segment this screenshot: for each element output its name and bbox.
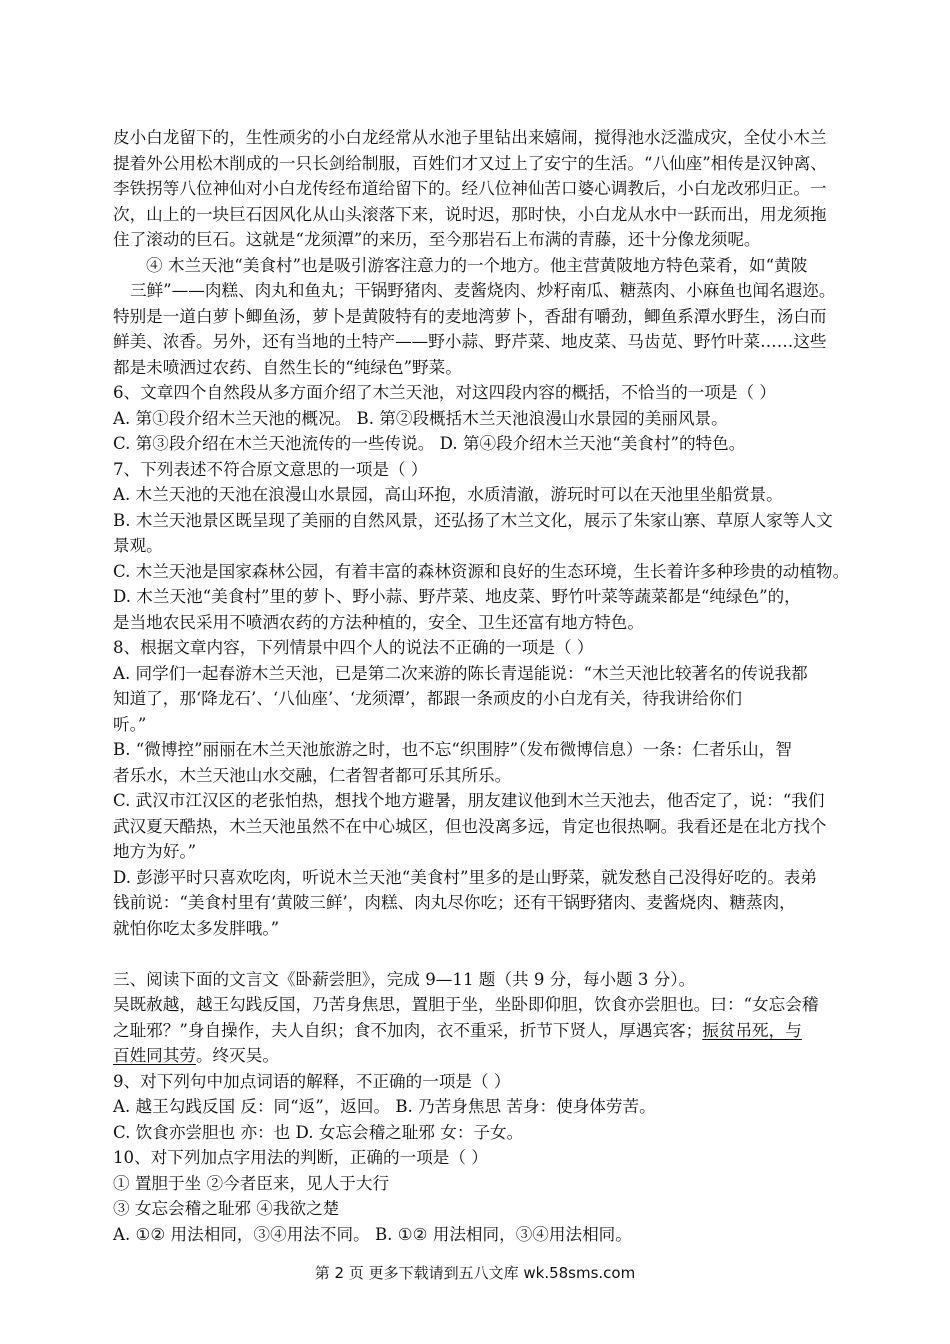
option-line: B. 木兰天池景区既呈现了美丽的自然风景，还弘扬了木兰文化，展示了朱家山寨、草原人家等人文 [113,511,833,530]
option-line: A. 同学们一起春游木兰天池，已是第二次来游的陈长青逞能说：“木兰天池比较著名的传说我都 [113,664,808,683]
passage-line: 特别是一道白萝卜鲫鱼汤，萝卜是黄陂特有的麦地湾萝卜，香甜有嚼劲，鲫鱼系潭水野生，汤白而 [113,307,827,326]
question-9: 9、对下列句中加点词语的解释，不正确的一项是（ ） [113,1072,511,1091]
passage-line: ④ 木兰天池“美食村”也是吸引游客注意力的一个地方。他主营黄陂地方特色菜肴，如“黄陂 [146,256,808,275]
option-line: A. 木兰天池的天池在浪漫山水景园，高山环抱，水质清澈，游玩时可以在天池里坐船赏景。 [113,485,783,504]
option-line: D. 木兰天池“美食村”里的萝卜、野小蒜、野芹菜、地皮菜、野竹叶菜等蔬菜都是“纯绿色”的， [113,587,801,606]
option-line: 武汉夏天酷热，木兰天池虽然不在中心城区，但也没离多远，肯定也很热啊。我看还是在北方找个 [113,817,827,836]
option-line: C. 木兰天池是国家森林公园，有着丰富的森林资源和良好的生态环境，生长着许多种珍贵的动植物。 [113,562,850,581]
option-line: 知道了，那‘降龙石’、‘八仙座’、‘龙须潭’，都跟一条顽皮的小白龙有关，待我讲给你们 [113,689,743,708]
option-line: D. 彭澎平时只喜欢吃肉，听说木兰天池“美食村”里多的是山野菜，就发愁自己没得好吃的。表弟 [113,868,817,887]
section-3-title: 三、阅读下面的文言文《卧薪尝胆》，完成 9—11 题（共 9 分，每小题 3 分）。 [113,970,696,989]
underlined-phrase: 振贫吊死，与 [702,1021,802,1040]
option-line: 地方为好。” [113,842,197,861]
classical-text-line: 吴既赦越，越王勾践反国，乃苦身焦思，置胆于坐，坐卧即仰胆，饮食亦尝胆也。曰：“女忘会稽 [113,995,819,1014]
passage-line: 提着外公用松木削成的一只长剑给制服，百姓们才又过上了安宁的生活。“八仙座”相传是汉钟离、 [113,154,827,173]
option-line: A. 越王勾践反国 反：同“返”，返回。 B. 乃苦身焦思 苦身：使身体劳苦。 [113,1097,656,1116]
passage-line: 皮小白龙留下的，生性顽劣的小白龙经常从水池子里钻出来嬉闹，搅得池水泛滥成灾，全仗小木兰 [113,128,827,147]
option-line: C. 第③段介绍在木兰天池流传的一些传说。 D. 第④段介绍木兰天池“美食村”的特色。 [113,434,746,453]
option-line: B. “微博控”丽丽在木兰天池旅游之时，也不忘“织围脖”（发布微博信息）一条：仁者乐山，智 [113,740,792,759]
question-6: 6、文章四个自然段从多方面介绍了木兰天池，对这四段内容的概括，不恰当的一项是（ ） [113,383,776,402]
option-line: ③ 女忘会稽之耻邪 ④我欲之楚 [113,1199,340,1218]
option-line: ① 置胆于坐 ②今者臣来，见人于大行 [113,1174,390,1193]
passage-line: 李铁拐等八位神仙对小白龙传经布道给留下的。经八位神仙苦口婆心调教后，小白龙改邪归正。一 [113,179,827,198]
classical-text-segment: 。终灭吴。 [195,1046,279,1065]
question-10: 10、对下列加点字用法的判断，正确的一项是（ ） [113,1148,488,1167]
option-line: 听。” [113,715,147,734]
question-8: 8、根据文章内容，下列情景中四个人的说法不正确的一项是（ ） [113,638,594,657]
passage-line: 住了滚动的巨石。这就是“龙须潭”的来历，至今那岩石上布满的青藤，还十分像龙须呢。 [113,230,761,249]
option-line: C. 饮食亦尝胆也 亦：也 D. 女忘会稽之耻邪 女：子女。 [113,1123,524,1142]
option-line: 钱前说：“美食村里有‘黄陂三鲜’，肉糕、肉丸尽你吃；还有干锅野猪肉、麦酱烧肉、糖蒸肉， [113,893,796,912]
option-line: A. ①② 用法相同，③④用法不同。 B. ①② 用法相同，③④用法相同。 [113,1225,632,1244]
question-7: 7、下列表述不符合原文意思的一项是（ ） [113,460,428,479]
classical-text-line [113,1044,279,1068]
option-line: A. 第①段介绍木兰天池的概况。 B. 第②段概括木兰天池浪漫山水景园的美丽风景。 [113,409,728,428]
passage-line: 都是未喷洒过农药、自然生长的“纯绿色”野菜。 [113,358,462,377]
option-line: 是当地农民采用不喷洒农药的方法种植的，安全、卫生还富有地方特色。 [113,613,644,632]
classical-text-segment: 之耻邪？”身自操作，夫人自织；食不加肉，衣不重采，折节下贤人，厚遇宾客； [113,1021,703,1040]
passage-line: 次，山上的一块巨石因风化从山头滚落下来，说时迟，那时快，小白龙从水中一跃而出，用龙须拖 [113,205,827,224]
option-line: C. 武汉市江汉区的老张怕热，想找个地方避暑，朋友建议他到木兰天池去，他否定了，说：“我们 [113,791,825,810]
underlined-phrase: 百姓同其劳 [113,1046,196,1065]
passage-line: 三鲜”——肉糕、肉丸和鱼丸；干锅野猪肉、麦酱烧肉、炒籽南瓜、糖蒸肉、小麻鱼也闻名遐迩。 [130,281,836,300]
option-line: 就怕你吃太多发胖哦。” [113,919,280,938]
passage-line: 鲜美、浓香。另外，还有当地的土特产——野小蒜、野芹菜、地皮菜、马齿苋、野竹叶菜……这些 [113,332,827,351]
option-line: 景观。 [113,536,163,555]
page-footer: 第 2 页 更多下载请到五八文库 wk.58sms.com [314,1264,636,1282]
option-line: 者乐水，木兰天池山水交融，仁者智者都可乐其所乐。 [113,766,512,785]
classical-text-line [113,1019,802,1043]
